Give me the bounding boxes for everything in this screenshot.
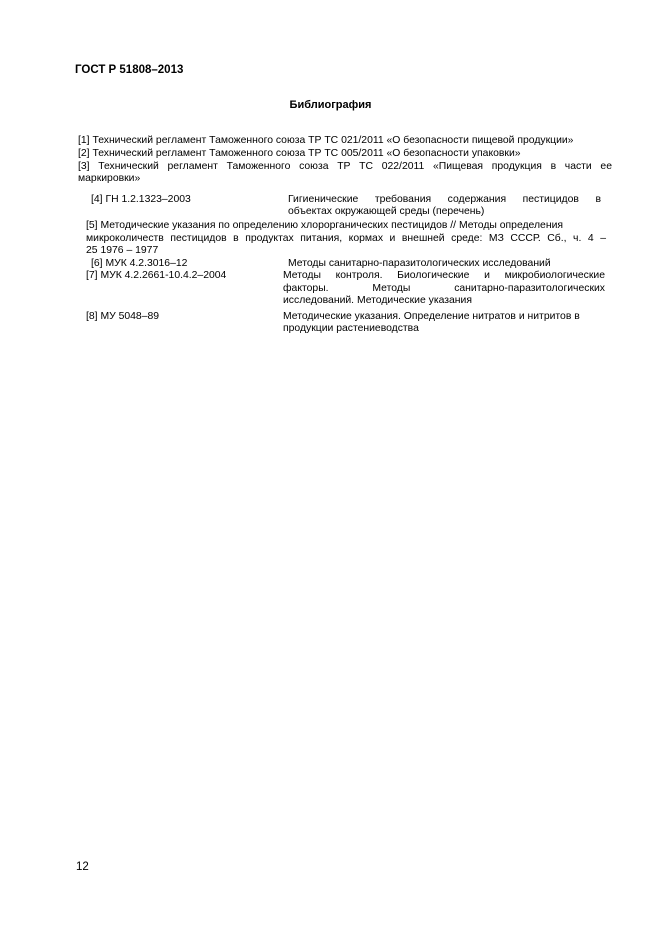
reference-3-line-2: маркировки» (78, 173, 141, 184)
page-number: 12 (76, 861, 89, 873)
reference-7-desc-line-3: исследований. Методические указания (283, 295, 472, 306)
reference-1: [1] Технический регламент Таможенного союза ТР ТС 021/2011 «О безопасности пищевой продукции» (78, 135, 574, 146)
bibliography-title: Библиография (289, 99, 372, 111)
reference-6-desc: Методы санитарно-паразитологических исследований (288, 258, 551, 269)
reference-7-code: [7] МУК 4.2.2661-10.4.2–2004 (86, 270, 227, 281)
reference-8-desc-line-1: Методические указания. Определение нитратов и нитритов в (283, 311, 580, 322)
document-header: ГОСТ Р 51808–2013 (75, 64, 184, 76)
reference-3-line-1: [3] Технический регламент Таможенного союза ТР ТС 022/2011 «Пищевая продукция в части ее (78, 161, 612, 172)
reference-5-line-1: [5] Методические указания по определению хлорорганических пестицидов // Методы определения (86, 220, 564, 231)
reference-4-desc-line-1: Гигиенические требования содержания пестицидов в (288, 194, 601, 205)
reference-2: [2] Технический регламент Таможенного союза ТР ТС 005/2011 «О безопасности упаковки» (78, 148, 521, 159)
reference-4-desc-line-2: объектах окружающей среды (перечень) (288, 206, 485, 217)
reference-8-desc-line-2: продукции растениеводства (283, 323, 419, 334)
reference-5-line-3: 25 1976 – 1977 (86, 245, 159, 256)
reference-6-code: [6] МУК 4.2.3016–12 (91, 258, 188, 269)
reference-8-code: [8] МУ 5048–89 (86, 311, 160, 322)
reference-4-code: [4] ГН 1.2.1323–2003 (91, 194, 191, 205)
reference-5-line-2: микроколичеств пестицидов в продуктах питания, кормах и внешней среде: МЗ СССР. Сб., ч. 4 – (86, 233, 606, 244)
reference-7-desc-line-1: Методы контроля. Биологические и микробиологические (283, 270, 605, 281)
reference-7-desc-line-2: факторы. Методы санитарно-паразитологических (283, 283, 605, 294)
